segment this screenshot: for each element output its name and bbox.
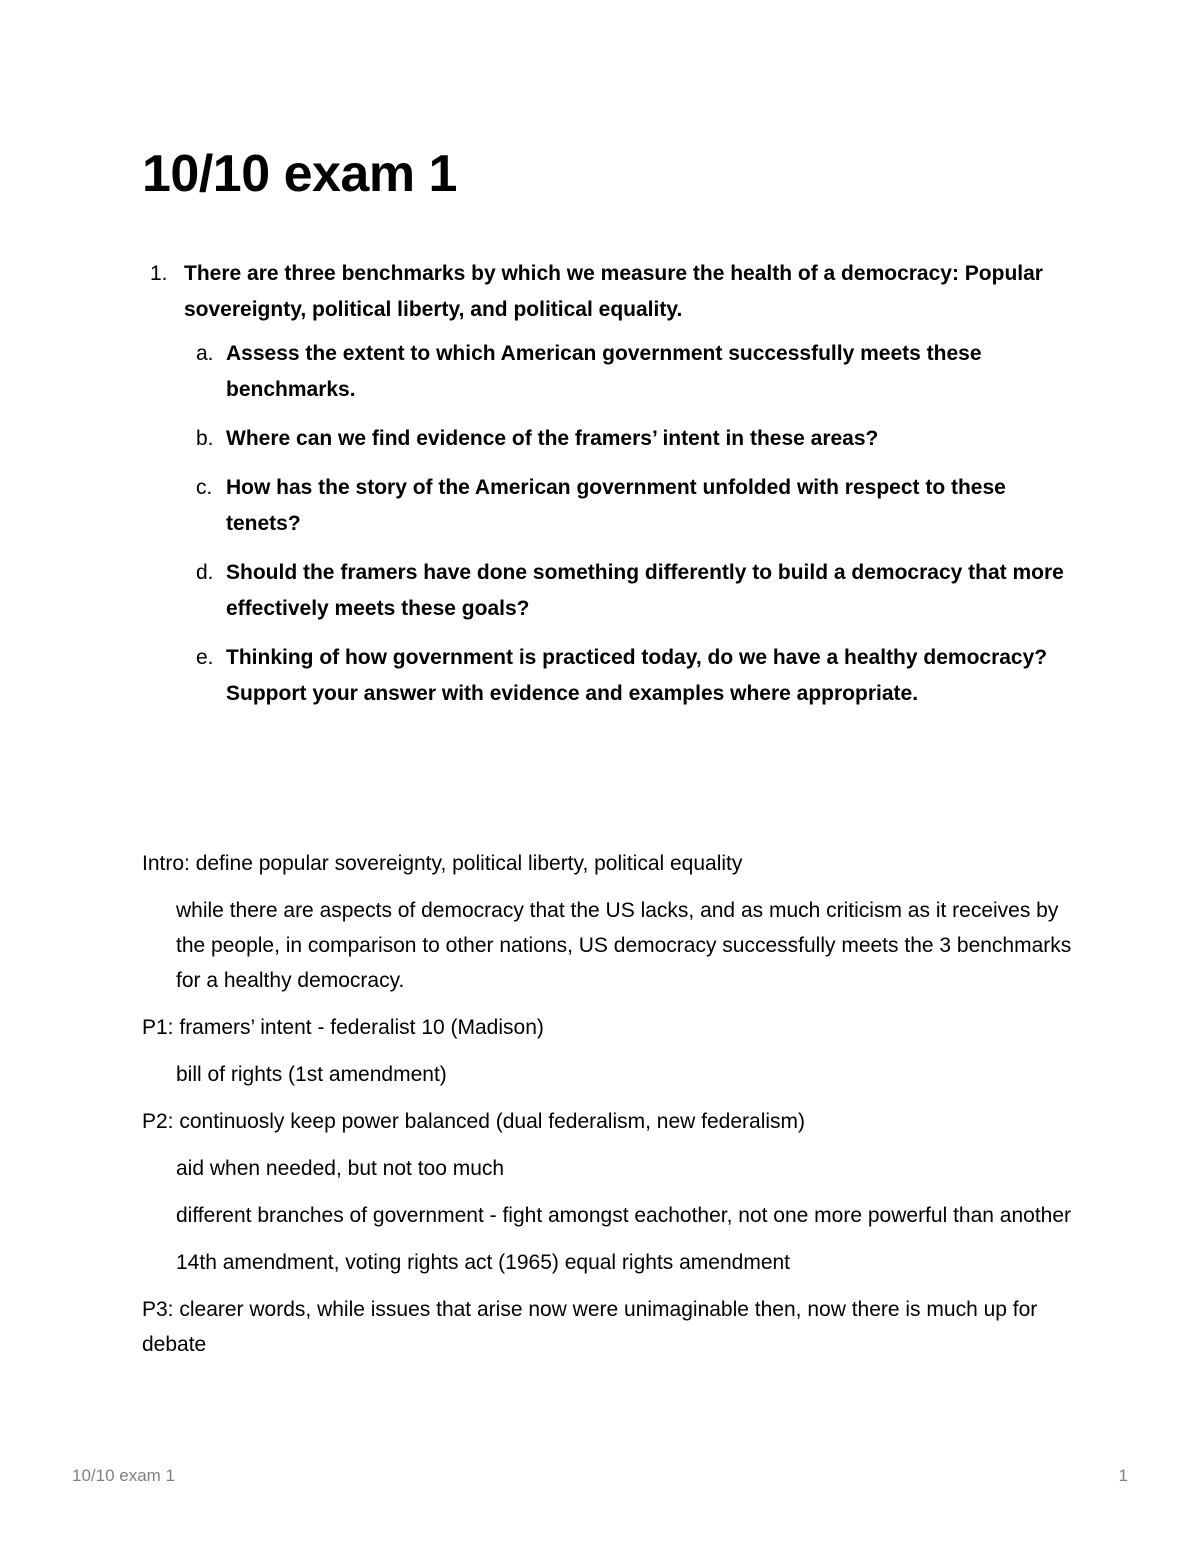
note-p2-detail: different branches of government - fight amongst eachother, not one more powerful than another xyxy=(176,1204,1072,1227)
subquestion-text: Where can we find evidence of the framers’ intent in these areas? xyxy=(226,427,879,450)
note-p2: P2: continuosly keep power balanced (dual federalism, new federalism) xyxy=(142,1110,806,1133)
essay-notes xyxy=(142,846,1072,1374)
note-p3: P3: clearer words, while issues that arise now were unimaginable then, now there is much up for debate xyxy=(142,1298,1038,1356)
subquestion-text: Should the framers have done something differently to build a democracy that more effectively meets these goals? xyxy=(226,561,1064,620)
subquestion-b xyxy=(184,421,1072,457)
subquestion-letter: a. xyxy=(196,342,214,365)
note-p1: P1: framers’ intent - federalist 10 (Madison) xyxy=(142,1016,544,1039)
note-p1-detail: bill of rights (1st amendment) xyxy=(176,1063,447,1086)
subquestion-c xyxy=(184,470,1072,542)
subquestion-letter: b. xyxy=(196,427,214,450)
page-title: 10/10 exam 1 xyxy=(142,145,457,203)
footer-document-title: 10/10 exam 1 xyxy=(72,1466,176,1485)
subquestion-a xyxy=(184,336,1072,408)
footer-page-number: 1 xyxy=(1118,1466,1128,1485)
subquestion-letter: e. xyxy=(196,646,214,669)
subquestion-text: Assess the extent to which American government successfully meets these benchmarks. xyxy=(226,342,982,401)
subquestion-letter: c. xyxy=(196,476,213,499)
question-text-line: There are three benchmarks by which we measure the health of a democracy: Popular xyxy=(184,262,1043,285)
question-list xyxy=(142,256,1072,725)
question-number: 1. xyxy=(150,262,168,285)
subquestion-list xyxy=(184,336,1072,712)
subquestion-text: How has the story of the American government unfolded with respect to these tenets? xyxy=(226,476,1006,535)
subquestion-letter: d. xyxy=(196,561,214,584)
note-p2-detail: 14th amendment, voting rights act (1965) equal rights amendment xyxy=(176,1251,791,1274)
subquestion-e xyxy=(184,640,1072,712)
subquestion-d xyxy=(184,555,1072,627)
note-thesis: while there are aspects of democracy that the US lacks, and as much criticism as it receives by the people, in comparison to other nations, US democracy successfully meets the 3 benchmarks for a healthy democracy. xyxy=(176,899,1072,992)
subquestion-text: Thinking of how government is practiced today, do we have a healthy democracy? Support your answer with evidence and examples where appropriate. xyxy=(226,646,1048,705)
note-intro: Intro: define popular sovereignty, political liberty, political equality xyxy=(142,852,743,875)
question-item xyxy=(142,256,1072,712)
question-text-line: sovereignty, political liberty, and political equality. xyxy=(184,298,683,321)
note-p2-detail: aid when needed, but not too much xyxy=(176,1157,505,1180)
